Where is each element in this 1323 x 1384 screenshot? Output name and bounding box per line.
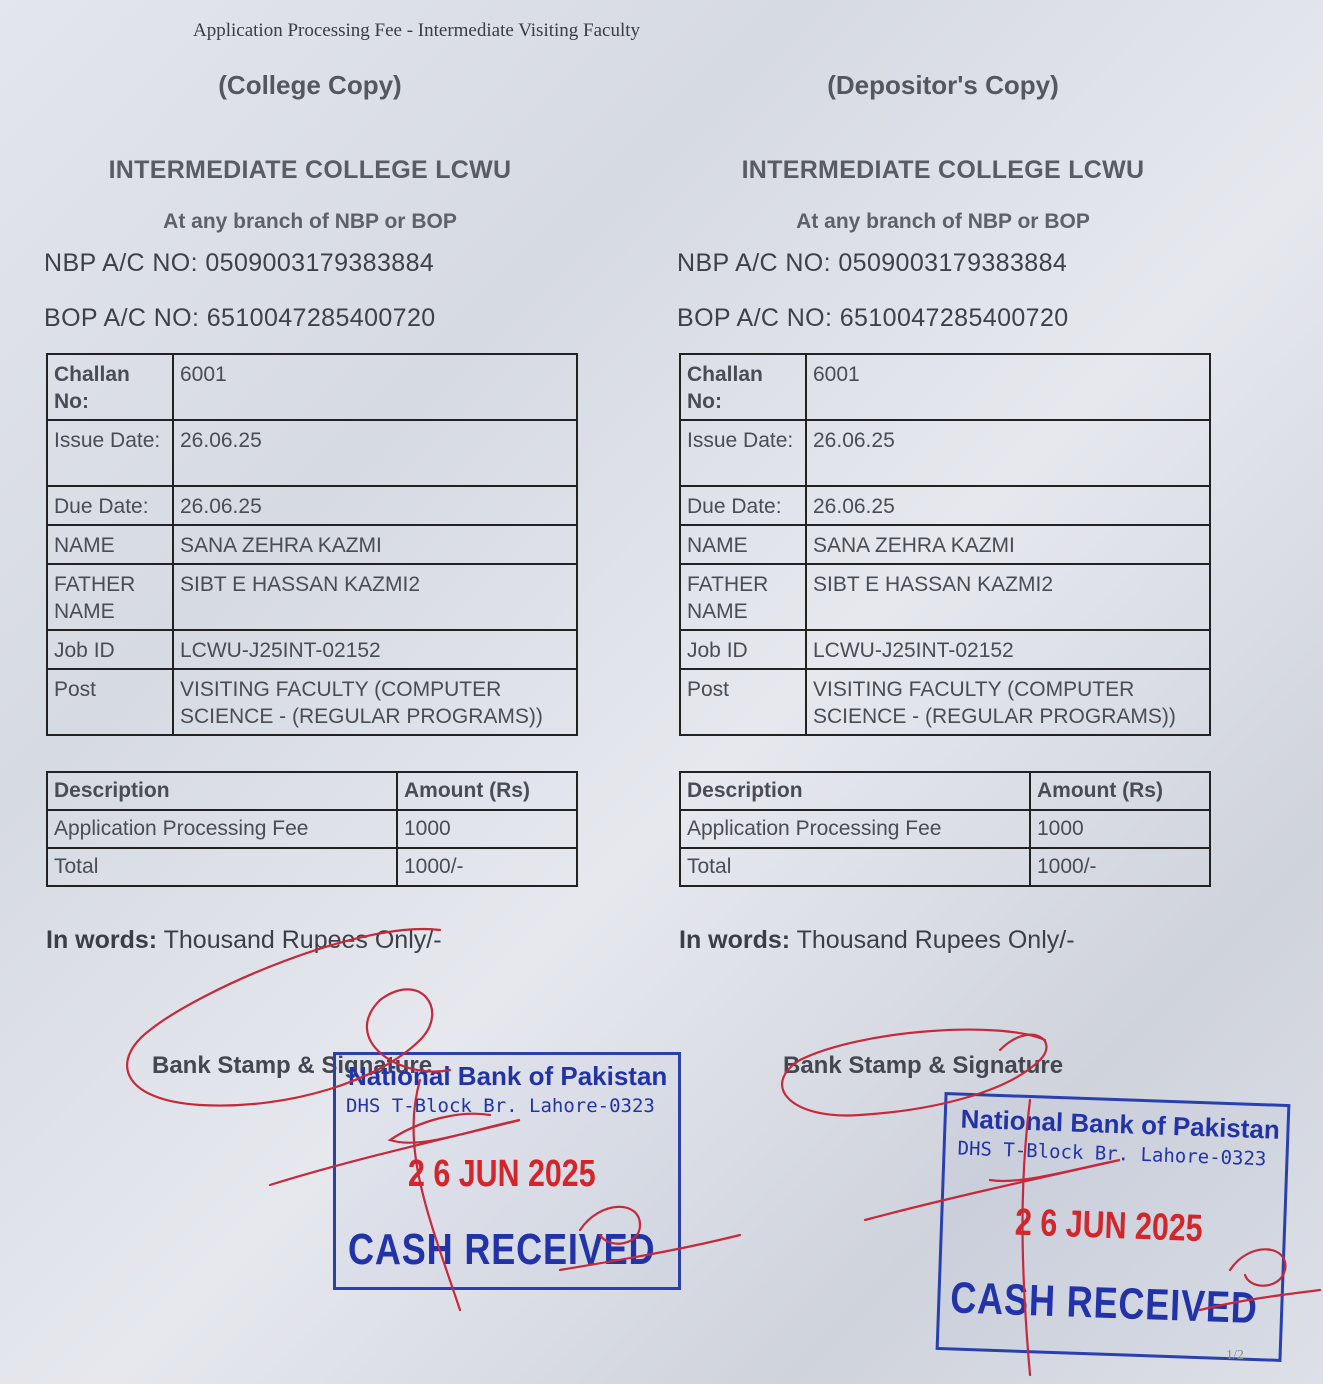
- post-value: VISITING FACULTY (COMPUTER SCIENCE - (REGULAR PROGRAMS)): [806, 669, 1210, 735]
- name-label: NAME: [47, 525, 173, 564]
- copy-title: (College Copy): [218, 70, 402, 100]
- job-id-value: LCWU-J25INT-02152: [806, 630, 1210, 669]
- name-value: SANA ZEHRA KAZMI: [173, 525, 577, 564]
- challan-label: Challan No:: [47, 354, 173, 420]
- job-id-label: Job ID: [47, 630, 173, 669]
- name-label: NAME: [680, 525, 806, 564]
- bop-account: BOP A/C NO: 6510047285400720: [677, 304, 1069, 332]
- table-row: [680, 525, 1210, 564]
- issue-date-label: Issue Date:: [47, 420, 173, 486]
- table-row: [680, 772, 1210, 810]
- challan-info-table: [679, 353, 1211, 736]
- post-label: Post: [680, 669, 806, 735]
- challan-info-table: [46, 353, 578, 736]
- amount-in-words: [679, 926, 1075, 955]
- table-row: [47, 354, 577, 420]
- page-number: 1/2: [1226, 1348, 1244, 1363]
- fee-amount: 1000: [397, 810, 577, 848]
- bank-stamp-signature-label: Bank Stamp & Signature: [152, 1052, 433, 1079]
- stamp-status: CASH RECEIVED: [348, 1225, 656, 1274]
- due-date-value: 26.06.25: [806, 486, 1210, 525]
- amount-header: Amount (Rs): [397, 772, 577, 810]
- table-row: [680, 486, 1210, 525]
- nbp-account: NBP A/C NO: 0509003179383884: [44, 249, 435, 277]
- copy-title: (Depositor's Copy): [827, 70, 1059, 100]
- total-amount: 1000/-: [397, 848, 577, 886]
- table-row: [680, 564, 1210, 630]
- due-date-value: 26.06.25: [173, 486, 577, 525]
- fee-table: [46, 771, 578, 887]
- table-row: [680, 354, 1210, 420]
- nbp-account: NBP A/C NO: 0509003179383884: [677, 249, 1068, 277]
- bop-account: BOP A/C NO: 6510047285400720: [44, 304, 436, 332]
- father-name-value: SIBT E HASSAN KAZMI2: [173, 564, 577, 630]
- table-row: [47, 525, 577, 564]
- table-row: [47, 848, 577, 886]
- total-label: Total: [680, 848, 1030, 886]
- stamp-date: 2 6 JUN 2025: [408, 1153, 596, 1195]
- issue-date-value: 26.06.25: [806, 420, 1210, 486]
- post-label: Post: [47, 669, 173, 735]
- table-row: [47, 772, 577, 810]
- bank-stamp-signature-label: Bank Stamp & Signature: [783, 1052, 1064, 1079]
- stamp-bank-name: National Bank of Pakistan: [960, 1103, 1281, 1145]
- branch-note: At any branch of NBP or BOP: [796, 210, 1090, 233]
- name-value: SANA ZEHRA KAZMI: [806, 525, 1210, 564]
- amount-in-words: [46, 926, 442, 955]
- college-name: INTERMEDIATE COLLEGE LCWU: [741, 156, 1145, 184]
- table-row: [47, 564, 577, 630]
- job-id-value: LCWU-J25INT-02152: [173, 630, 577, 669]
- issue-date-value: 26.06.25: [173, 420, 577, 486]
- table-row: [47, 810, 577, 848]
- table-row: [47, 630, 577, 669]
- words-label: In words:: [46, 926, 158, 954]
- stamp-status: CASH RECEIVED: [949, 1273, 1259, 1334]
- branch-note: At any branch of NBP or BOP: [163, 210, 457, 233]
- table-row: [680, 848, 1210, 886]
- table-row: [680, 669, 1210, 735]
- stamp-branch: DHS T-Block Br. Lahore-0323: [346, 1095, 655, 1117]
- bank-stamp: [936, 1092, 1291, 1362]
- document-header: Application Processing Fee - Intermediate Visiting Faculty: [193, 20, 641, 41]
- stamp-branch: DHS T-Block Br. Lahore-0323: [957, 1137, 1267, 1171]
- fee-table: [679, 771, 1211, 887]
- stamp-date: 2 6 JUN 2025: [1014, 1201, 1204, 1251]
- due-date-label: Due Date:: [680, 486, 806, 525]
- father-name-label: FATHER NAME: [47, 564, 173, 630]
- amount-header: Amount (Rs): [1030, 772, 1210, 810]
- words-label: In words:: [679, 926, 791, 954]
- post-value: VISITING FACULTY (COMPUTER SCIENCE - (REGULAR PROGRAMS)): [173, 669, 577, 735]
- table-row: [47, 486, 577, 525]
- challan-value: 6001: [806, 354, 1210, 420]
- table-row: [47, 420, 577, 486]
- due-date-label: Due Date:: [47, 486, 173, 525]
- table-row: [680, 630, 1210, 669]
- issue-date-label: Issue Date:: [680, 420, 806, 486]
- bank-stamp: [333, 1052, 681, 1290]
- total-label: Total: [47, 848, 397, 886]
- fee-amount: 1000: [1030, 810, 1210, 848]
- description-header: Description: [47, 772, 397, 810]
- table-row: [47, 669, 577, 735]
- college-name: INTERMEDIATE COLLEGE LCWU: [108, 156, 512, 184]
- father-name-label: FATHER NAME: [680, 564, 806, 630]
- job-id-label: Job ID: [680, 630, 806, 669]
- father-name-value: SIBT E HASSAN KAZMI2: [806, 564, 1210, 630]
- words-value: Thousand Rupees Only/-: [796, 926, 1075, 954]
- fee-description: Application Processing Fee: [47, 810, 397, 848]
- challan-label: Challan No:: [680, 354, 806, 420]
- table-row: [680, 420, 1210, 486]
- total-amount: 1000/-: [1030, 848, 1210, 886]
- challan-value: 6001: [173, 354, 577, 420]
- description-header: Description: [680, 772, 1030, 810]
- table-row: [680, 810, 1210, 848]
- words-value: Thousand Rupees Only/-: [163, 926, 442, 954]
- fee-description: Application Processing Fee: [680, 810, 1030, 848]
- stamp-bank-name: National Bank of Pakistan: [348, 1061, 668, 1091]
